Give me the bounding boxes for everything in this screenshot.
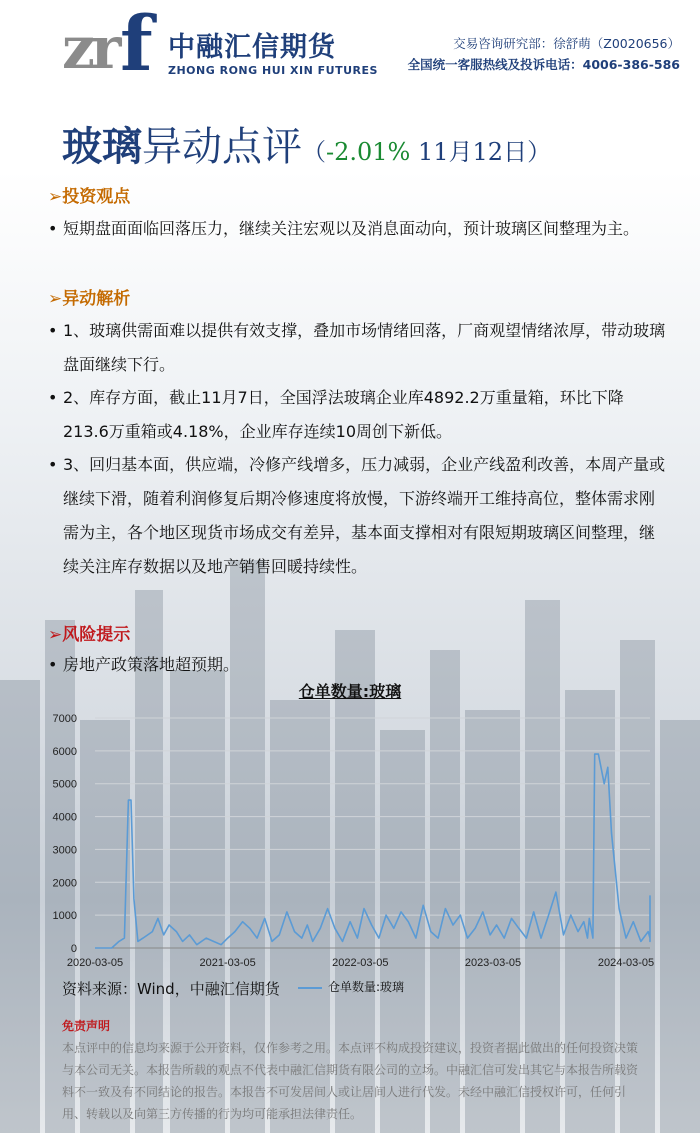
title-subject: 异动点评	[142, 124, 302, 170]
title-paren-open: （	[302, 138, 326, 166]
header	[0, 0, 700, 100]
y-tick-label: 7000	[52, 713, 77, 725]
hotline-line: 全国统一客服热线及投诉电话：4006-386-586	[407, 57, 680, 72]
bullet-icon: •	[48, 655, 58, 674]
list-item: • 房地产政策落地超预期。	[48, 648, 668, 682]
x-tick-label: 2020-03-05	[66, 957, 124, 969]
section-risk-heading: ➢风险提示	[48, 625, 131, 645]
bullet-icon: •	[48, 388, 58, 407]
x-tick-label: 2024-03-05	[597, 957, 655, 969]
arrow-icon: ➢	[48, 625, 63, 645]
company-name-cn: 中融汇信期货	[168, 32, 336, 63]
y-tick-label: 1000	[52, 910, 77, 923]
title-product: 玻璃	[62, 123, 142, 170]
arrow-icon: ➢	[48, 289, 63, 309]
bullet-icon: •	[48, 455, 58, 474]
y-tick-label: 0	[70, 943, 77, 955]
section-view-heading: ➢投资观点	[48, 187, 131, 207]
bullet-icon: •	[48, 219, 58, 238]
disclaimer-title: 免责声明	[62, 1019, 111, 1033]
y-tick-label: 4000	[52, 811, 77, 824]
title-change: -2.01%	[326, 138, 411, 166]
bullet-icon: •	[48, 321, 58, 340]
list-item: • 短期盘面面临回落压力，继续关注宏观以及消息面动向，预计玻璃区间整理为主。	[48, 212, 668, 246]
legend-line-icon	[298, 987, 322, 989]
page-title	[62, 115, 551, 171]
chart-legend	[298, 978, 404, 995]
data-source: 资料来源：Wind，中融汇信期货	[62, 980, 280, 998]
list-item: • 1、玻璃供需面难以提供有效支撑，叠加市场情绪回落，厂商观望情绪浓厚，带动玻璃盘面继续下行。	[48, 314, 668, 382]
x-tick-label: 2021-03-05	[199, 957, 256, 969]
series-line	[95, 754, 650, 948]
list-item: • 3、回归基本面，供应端，冷修产线增多，压力减弱，企业产线盈利改善，本周产量或继续下滑，随着利润修复后期冷修速度将放慢，下游终端开工维持高位，整体需求刚需为主，各个地区现货市场成交有差异，基本面支撑相对有限短期玻璃区间整理，继续关注库存数据以及地产销售回暖持续性。	[48, 448, 668, 584]
x-tick-label: 2022-03-05	[332, 957, 389, 969]
y-tick-label: 6000	[52, 745, 77, 758]
y-tick-label: 5000	[52, 778, 77, 791]
arrow-icon: ➢	[48, 187, 63, 207]
company-logo: zr	[62, 14, 118, 82]
company-name-en: ZHONG RONG HUI XIN FUTURES	[168, 64, 378, 77]
legend-label: 仓单数量:玻璃	[328, 980, 405, 994]
disclaimer-text: 本点评中的信息均来源于公开资料，仅作参考之用。本点评不构成投资建议，投资者据此做出的任何投资决策与本公司无关。本报告所载的观点不代表中融汇信期货有限公司的立场。中融汇信可发出其它与本报告所载资料不一致及有不同结论的报告。本报告不可发居间人或让居间人进行代发。未经中融汇信授权许可，任何引用、转载以及向第三方传播的行为均可能承担法律责任。	[62, 1041, 639, 1121]
title-paren-close: ）	[527, 138, 552, 166]
section-analysis-heading: ➢异动解析	[48, 289, 131, 309]
y-tick-label: 2000	[52, 877, 77, 890]
list-item: • 2、库存方面，截止11月7日，全国浮法玻璃企业库4892.2万重量箱，环比下降213.6万重箱或4.18%，企业库存连续10周创下新低。	[48, 381, 668, 449]
x-tick-label: 2023-03-05	[464, 957, 522, 969]
warehouse-receipt-chart	[0, 700, 700, 975]
y-tick-label: 3000	[52, 844, 77, 857]
contact-info	[408, 33, 680, 75]
company-logo-mark: f	[120, 0, 153, 88]
researcher-line: 交易咨询研究部：徐舒萌（Z0020656）	[453, 36, 680, 51]
chart-title: 仓单数量:玻璃	[298, 682, 402, 701]
title-date: 11月12日	[410, 138, 528, 166]
